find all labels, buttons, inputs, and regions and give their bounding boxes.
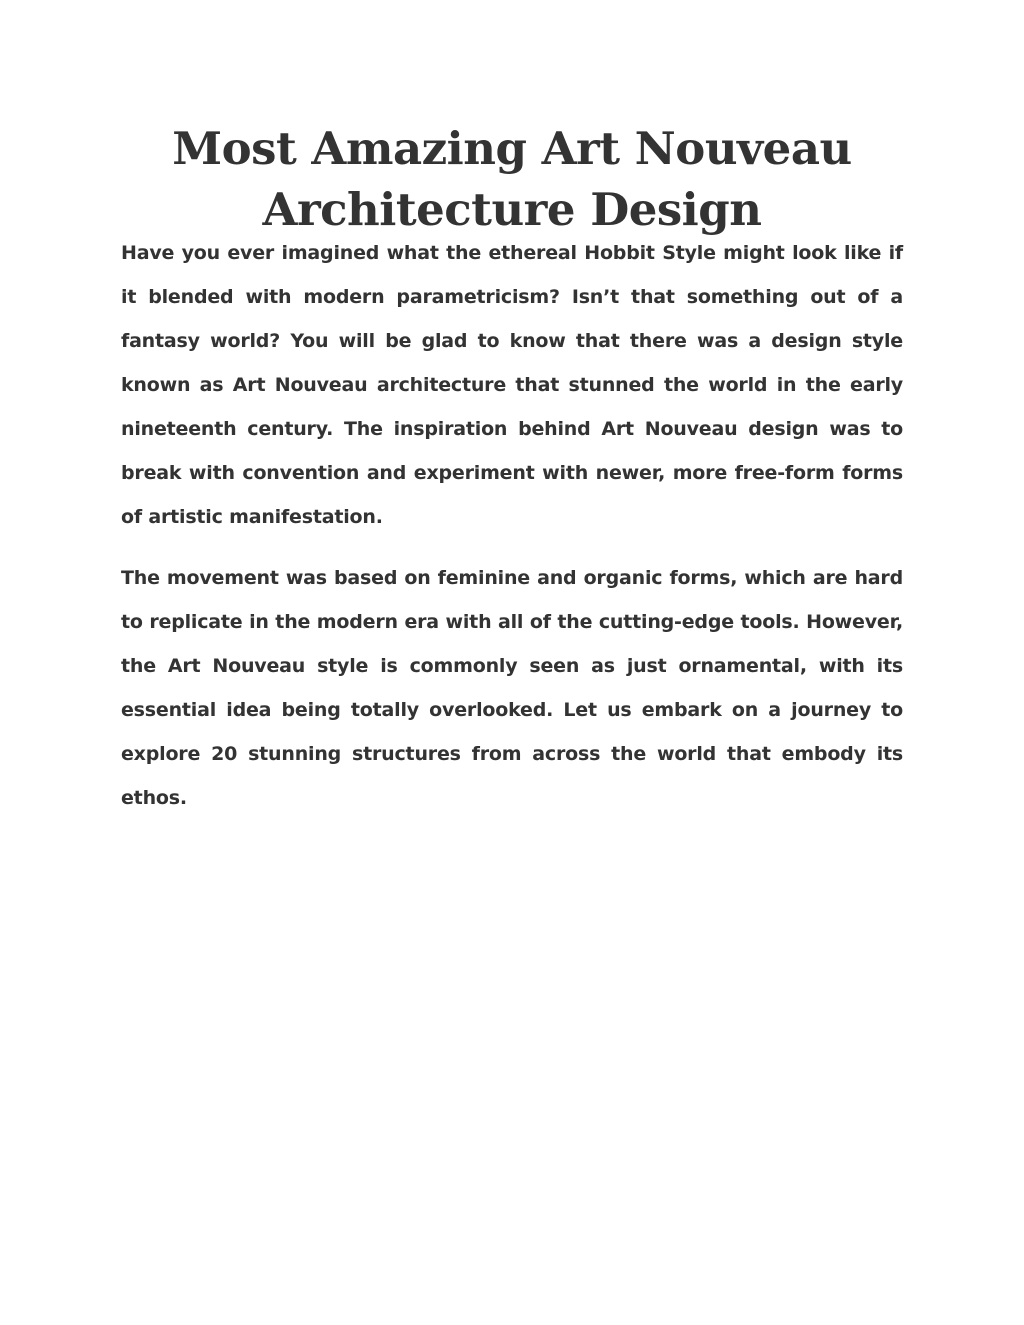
intro-paragraph: Have you ever imagined what the ethereal Hobbit Style might look like if it blended with modern parametricism? Isn’t that something out of a fantasy world? You will be glad to know that there was a design style known as Art Nouveau architecture that stunned the world in the early nineteenth century. The inspiration behind Art Nouveau design was to break with convention and experiment with newer, more free-form forms of artistic manifestation.: [121, 242, 903, 528]
movement-paragraph: The movement was based on feminine and organic forms, which are hard to replicate in the modern era with all of the cutting-edge tools. However, the Art Nouveau style is commonly seen as just ornamental, with its essential idea being totally overlooked. Let us embark on a journey to explore 20 stunning structures from across the world that embody its ethos.: [121, 567, 903, 809]
page-title: Most Amazing Art Nouveau Architecture Design: [172, 122, 852, 236]
